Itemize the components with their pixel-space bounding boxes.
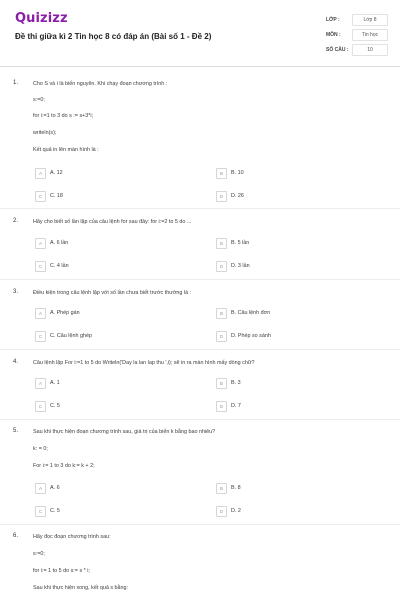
- option-text: D. 3 lần: [231, 263, 250, 269]
- option-letter-box: B: [216, 168, 227, 179]
- option-text: C. Câu lệnh ghép: [50, 333, 92, 339]
- option-text: A. 12: [50, 170, 63, 176]
- option-letter-box: A: [35, 308, 46, 319]
- question-number: 3.: [13, 289, 19, 295]
- option-text: B. 8: [231, 485, 241, 491]
- option-letter-box: B: [216, 483, 227, 494]
- option-letter-box: D: [216, 191, 227, 202]
- option-letter-box: B: [216, 238, 227, 249]
- option-text: C. 4 lần: [50, 263, 69, 269]
- question-count-label: SỐ CÂU :: [326, 47, 349, 53]
- question-code-line: for i:=1 to 3 do s := s+3*i;: [33, 113, 94, 119]
- option-text: A. 6 lần: [50, 240, 69, 246]
- option-text: B. Câu lệnh đơn: [231, 310, 271, 316]
- grade-label: LỚP :: [326, 17, 340, 23]
- question-code-line: s:=0;: [33, 551, 45, 557]
- option-text: C. 18: [50, 193, 63, 199]
- question-number: 5.: [13, 428, 19, 434]
- question-divider: [0, 279, 400, 280]
- quizizz-logo[interactable]: Quizizz: [15, 11, 68, 26]
- grade-value: Lớp 8: [352, 14, 388, 26]
- option-text: C. 5: [50, 508, 60, 514]
- option-text: D. 26: [231, 193, 244, 199]
- question-text: Hãy đọc đoạn chương trình sau:: [33, 534, 111, 540]
- option-letter-box: A: [35, 168, 46, 179]
- option-letter-box: D: [216, 261, 227, 272]
- question-text: Hãy cho biết số lần lặp của câu lệnh for sau đây: for i:=2 to 5 do ...: [33, 219, 192, 225]
- subject-value: Tin học: [352, 29, 388, 41]
- subject-label: MÔN :: [326, 32, 341, 38]
- question-code-line: for i:= 1 to 5 do s:= s * i;: [33, 568, 90, 574]
- option-letter-box: A: [35, 238, 46, 249]
- question-text: Kết quả in lên màn hình là :: [33, 147, 99, 153]
- option-text: B. 5 lần: [231, 240, 250, 246]
- worksheet-header: [0, 0, 400, 66]
- question-text: Câu lệnh lặp For i:=1 to 5 do Writeln('Day la lan lap thu ',i); sẽ in ra màn hình mấy dòng chữ?: [33, 360, 255, 366]
- question-divider: [0, 349, 400, 350]
- option-letter-box: D: [216, 401, 227, 412]
- question-number: 2.: [13, 218, 19, 224]
- option-text: A. 6: [50, 485, 60, 491]
- option-text: D. Phép so sánh: [231, 333, 271, 339]
- option-letter-box: B: [216, 378, 227, 389]
- question-text: Sau khi thực hiện xong, kết quả s bằng:: [33, 585, 129, 591]
- option-letter-box: C: [35, 191, 46, 202]
- option-letter-box: D: [216, 331, 227, 342]
- question-text: Điều kiện trong câu lệnh lặp với số lần chưa biết trước thường là :: [33, 290, 192, 296]
- question-count-value: 10: [352, 44, 388, 56]
- option-letter-box: D: [216, 506, 227, 517]
- option-letter-box: C: [35, 401, 46, 412]
- option-text: D. 2: [231, 508, 241, 514]
- question-code-line: s:=0;: [33, 97, 45, 103]
- question-text: Sau khi thực hiện đoạn chương trình sau, giá trị của biến k bằng bao nhiêu?: [33, 429, 216, 435]
- question-divider: [0, 524, 400, 525]
- document-title: Đề thi giữa kì 2 Tin học 8 có đáp án (Bài số 1 - Đề 2): [15, 32, 212, 41]
- option-letter-box: A: [35, 483, 46, 494]
- question-code-line: For i:= 1 to 3 do k:= k + 2;: [33, 463, 95, 469]
- question-divider: [0, 419, 400, 420]
- option-letter-box: B: [216, 308, 227, 319]
- option-text: B. 3: [231, 380, 241, 386]
- question-divider: [0, 208, 400, 209]
- option-text: A. 1: [50, 380, 60, 386]
- option-letter-box: C: [35, 331, 46, 342]
- question-number: 4.: [13, 359, 19, 365]
- question-code-line: k: = 0;: [33, 446, 48, 452]
- option-letter-box: A: [35, 378, 46, 389]
- question-text: Cho S và i là biến nguyên. Khi chạy đoạn chương trình :: [33, 81, 168, 87]
- option-text: A. Phép gán: [50, 310, 80, 316]
- option-letter-box: C: [35, 261, 46, 272]
- option-text: D. 7: [231, 403, 241, 409]
- option-letter-box: C: [35, 506, 46, 517]
- header-divider: [0, 66, 400, 67]
- question-number: 1.: [13, 80, 19, 86]
- question-number: 6.: [13, 533, 19, 539]
- option-text: C. 5: [50, 403, 60, 409]
- option-text: B. 10: [231, 170, 244, 176]
- question-code-line: writeln(s);: [33, 130, 57, 136]
